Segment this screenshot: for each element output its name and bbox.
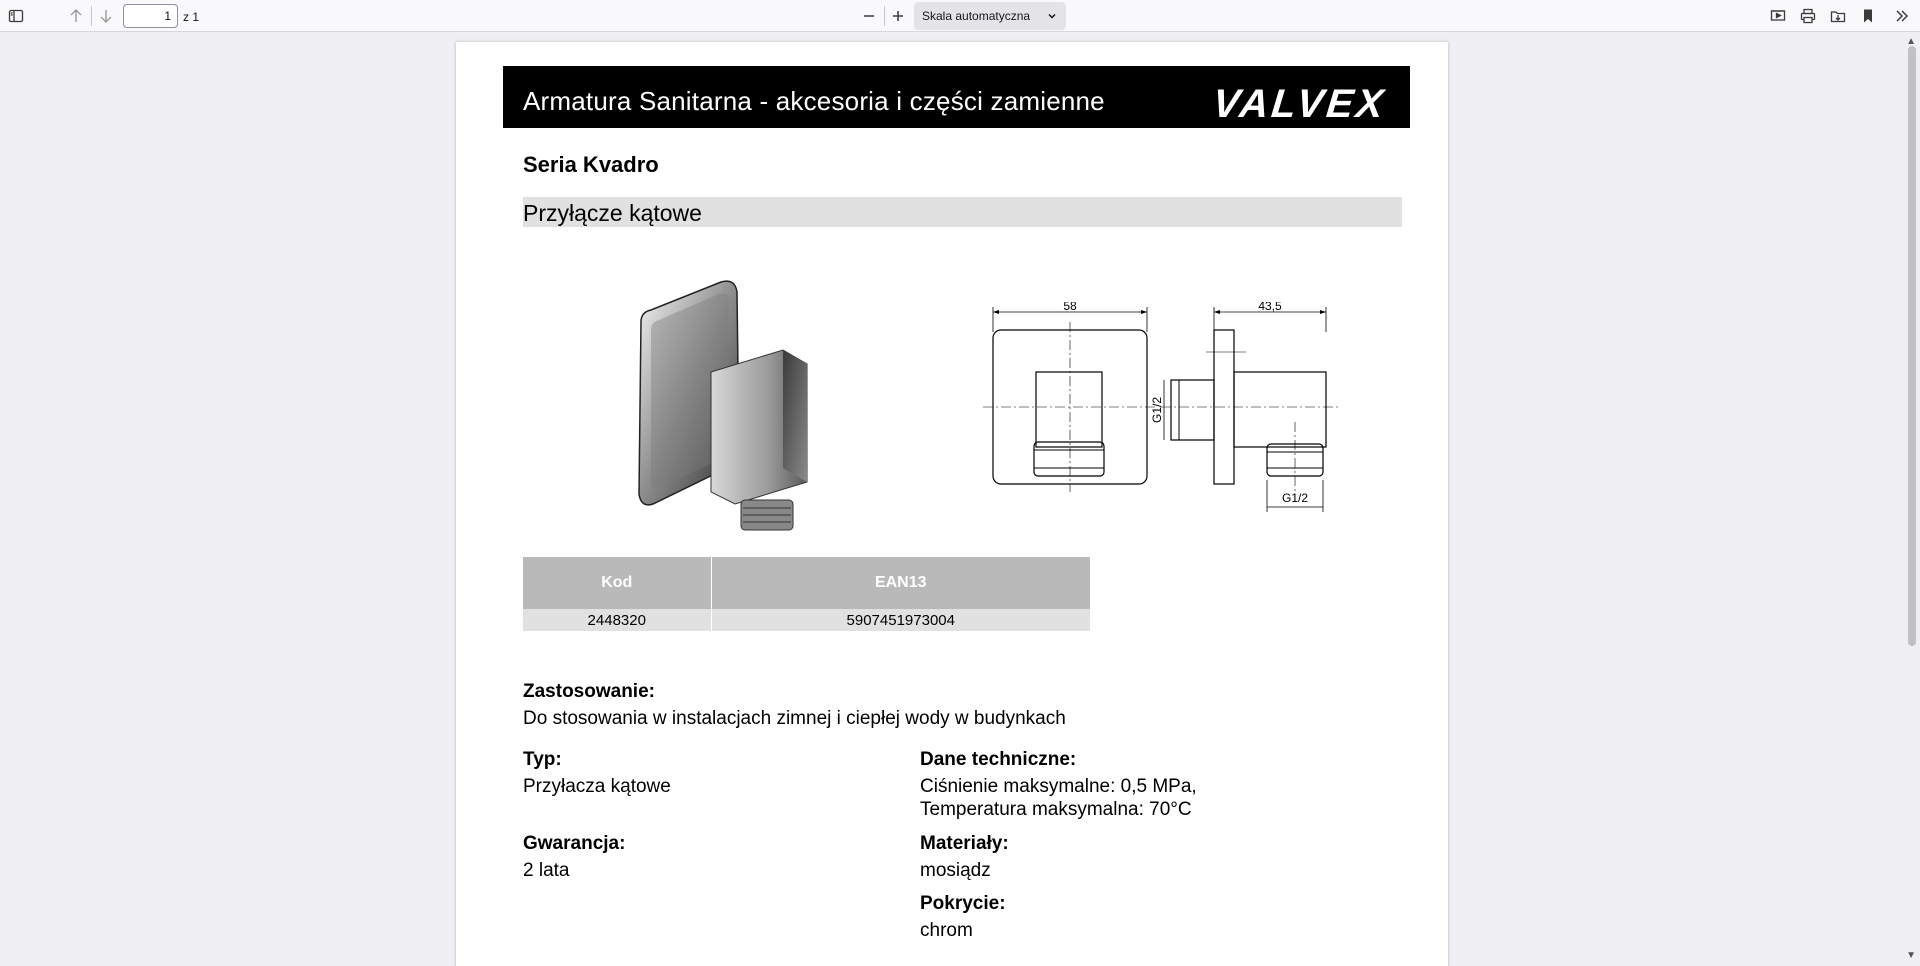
table-cell-kod: 2448320: [523, 609, 711, 631]
technical-drawing: [981, 302, 1361, 522]
header-banner: [503, 66, 1410, 128]
next-page-icon[interactable]: [94, 4, 118, 28]
width-dimension: 58: [1063, 302, 1077, 313]
materialy-label: Materiały:: [920, 833, 1009, 854]
zastosowanie-text: Do stosowania w instalacjach zimnej i ciepłej wody w budynkach: [523, 708, 1066, 729]
scroll-down-icon[interactable]: ▼: [1906, 950, 1916, 961]
typ-text: Przyłacza kątowe: [523, 776, 671, 797]
dane-techniczne-label: Dane techniczne:: [920, 749, 1077, 770]
scroll-up-icon[interactable]: ▲: [1906, 36, 1916, 47]
zoom-in-icon[interactable]: [886, 4, 910, 28]
tools-menu-icon[interactable]: [1890, 4, 1914, 28]
valvex-logo: VALVEX: [1210, 82, 1389, 126]
sidebar-toggle-icon[interactable]: [4, 4, 28, 28]
dane-techniczne-line1: Ciśnienie maksymalne: 0,5 MPa,: [920, 776, 1197, 797]
typ-label: Typ:: [523, 749, 562, 770]
save-icon[interactable]: [1826, 4, 1850, 28]
banner-title: Armatura Sanitarna - akcesoria i części zamienne: [523, 86, 1105, 116]
pdf-toolbar: [0, 0, 1920, 32]
pokrycie-text: chrom: [920, 920, 973, 941]
table-header-kod: Kod: [523, 557, 711, 609]
zastosowanie-label: Zastosowanie:: [523, 681, 655, 702]
thread-left-dimension: G1/2: [1150, 396, 1164, 424]
product-name: Przyłącze kątowe: [523, 200, 702, 226]
zoom-out-icon[interactable]: [857, 4, 881, 28]
materialy-text: mosiądz: [920, 860, 991, 881]
thread-bottom-dimension: G1/2: [1281, 491, 1309, 505]
previous-page-icon[interactable]: [64, 4, 88, 28]
toolbar-separator: [884, 6, 885, 26]
table-cell-ean13: 5907451973004: [711, 609, 1091, 631]
presentation-mode-icon[interactable]: [1766, 4, 1790, 28]
toolbar-separator: [91, 6, 92, 26]
pokrycie-label: Pokrycie:: [920, 893, 1006, 914]
pdf-page: [456, 42, 1448, 966]
product-photo: [611, 272, 811, 532]
print-icon[interactable]: [1796, 4, 1820, 28]
table-header-row: [523, 557, 1091, 609]
series-title: Seria Kvadro: [523, 152, 659, 177]
scrollbar-thumb[interactable]: [1908, 46, 1916, 646]
depth-dimension: 43,5: [1258, 302, 1282, 313]
bookmark-icon[interactable]: [1856, 4, 1880, 28]
dane-techniczne-line2: Temperatura maksymalna: 70°C: [920, 799, 1192, 820]
product-name-bar: [523, 197, 1402, 227]
zoom-select[interactable]: [914, 2, 1066, 30]
product-code-table: [523, 557, 1091, 631]
page-count-label: z 1: [183, 10, 200, 24]
table-row: [523, 609, 1091, 631]
table-header-ean13: EAN13: [711, 557, 1091, 609]
gwarancja-text: 2 lata: [523, 860, 570, 881]
page-number-input[interactable]: [123, 4, 178, 28]
gwarancja-label: Gwarancja:: [523, 833, 626, 854]
zoom-select-label: Skala automatyczna: [922, 9, 1031, 23]
